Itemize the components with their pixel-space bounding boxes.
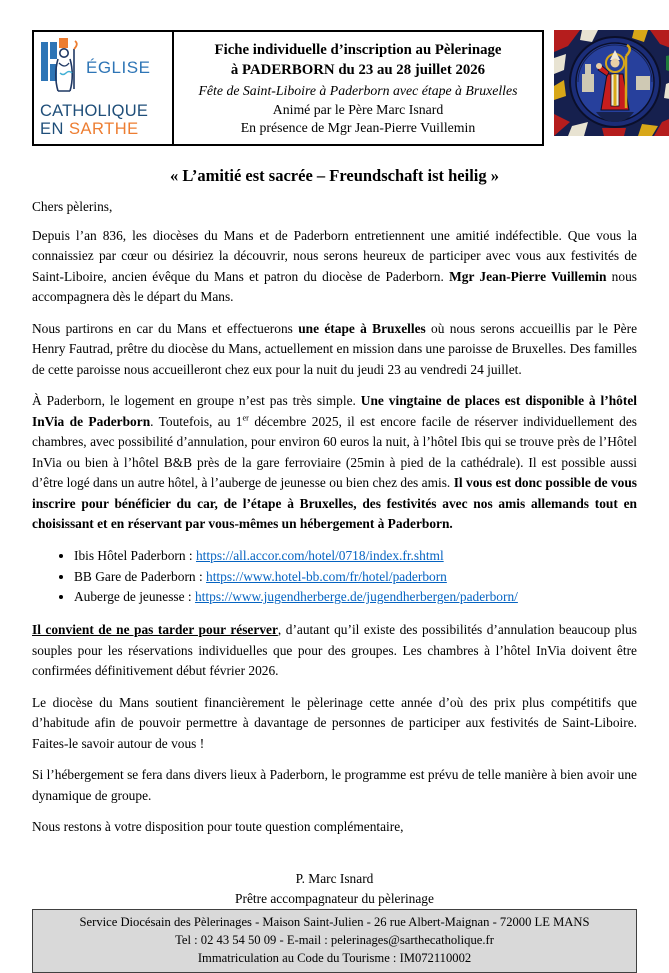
header-subtitle: Fête de Saint-Liboire à Paderborn avec étape à Bruxelles bbox=[198, 83, 518, 99]
hotel-link-ibis[interactable]: https://all.accor.com/hotel/0718/index.fr.shtml bbox=[195, 547, 444, 563]
footer-registration-line: Immatriculation au Code du Tourisme : IM072110002 bbox=[197, 950, 472, 965]
header-title-line2: à PADERBORN du 23 au 28 juillet 2026 bbox=[230, 61, 486, 78]
hotel-link-auberge[interactable]: https://www.jugendherberge.de/jugendherbergen/paderborn/ bbox=[194, 589, 518, 605]
footer-box bbox=[32, 909, 637, 973]
paragraph-bus-brussels: Nous partirons en car du Mans et effectuerons une étape à Bruxelles où nous serons accueillis par le Père Henry Fautrad, prêtre du diocèse du Mans, actuellement en mission dans une paroisse de Bruxelles. Des familles de cette paroisse nous accueilleront chez eux pour la nuit du jeudi 23 au vendredi 24 juillet. bbox=[32, 320, 638, 377]
paragraph-history: Depuis l’an 836, les diocèses du Mans et de Paderborn entretiennent une amitié indéfectible. Que vous la connaissiez par cœur ou désiriez la découvrir, nous serons heureux de participer avec vous aux festivités de Saint-Liboire, ancien évêque du Mans et patron du diocèse de Paderborn. Mgr Jean-Pierre Vuillemin nous accompagnera dès le départ du Mans. bbox=[32, 227, 637, 305]
paragraph-questions: Nous restons à votre disposition pour toute question complémentaire, bbox=[32, 819, 404, 835]
stained-glass-image bbox=[554, 30, 669, 146]
footer-address-line: Service Diocésain des Pèlerinages - Maison Saint-Julien - 26 rue Albert-Maignan - 72000 LE MANS bbox=[79, 914, 590, 929]
list-item bbox=[74, 546, 637, 567]
header-table bbox=[32, 30, 544, 146]
paragraph-lodging: À Paderborn, le logement en groupe n’est pas très simple. Une vingtaine de places est disponible à l’hôtel InVia de Paderborn. Toutefois, au 1er décembre 2025, il est encore facile de réserver individuellement des chambres, avec possibilité d’annulation, pour environ 60 euros la nuit, à l’hôtel Ibis qui se trouve près de l’Hôtel InVia ou bien à l’hôtel B&B près de la gare ferroviaire (25min à pied de la cathédrale). Il est possible aussi d’être logé dans un autre hôtel, à l’auberge de jeunesse ou bien chez des amis. Il vous est donc possible de vous inscrire pour bénéficier du car, de l’étape à Bruxelles, des festivités avec nos amis allemands tout en choisissant et en réservant par vous-mêmes un hébergement à Paderborn. bbox=[32, 393, 638, 532]
list-item bbox=[74, 567, 637, 588]
hotel-link-bb[interactable]: https://www.hotel-bb.com/fr/hotel/paderborn bbox=[206, 568, 447, 584]
paragraph-reserve-soon: Il convient de ne pas tarder pour réserver, d’autant qu’il existe des possibilités d’annulation beaucoup plus souples pour les réservations individuelles que pour des groupes. Les chambres à l’hôtel InVia doivent être confirmées définitivement début février 2026. bbox=[32, 622, 637, 679]
header-animator-line: Animé par le Père Marc Isnard bbox=[272, 101, 444, 117]
footer-contact-line: Tel : 02 43 54 50 09 - E-mail : pelerinages@sarthecatholique.fr bbox=[175, 932, 494, 947]
hotel-label: BB Gare de Paderborn : bbox=[74, 568, 207, 584]
signature-role: Prêtre accompagnateur du pèlerinage bbox=[235, 890, 434, 906]
salutation: Chers pèlerins, bbox=[32, 198, 113, 214]
logo-word-en-sarthe: EN SARTHE bbox=[40, 119, 139, 138]
diocese-logo-icon bbox=[40, 37, 84, 102]
signature-block bbox=[32, 869, 637, 909]
signature-name: P. Marc Isnard bbox=[295, 870, 374, 886]
hotel-label: Auberge de jeunesse : bbox=[74, 589, 195, 605]
header-title-block bbox=[174, 32, 542, 144]
paragraph-diocese-support: Le diocèse du Mans soutient financièrement le pèlerinage cette année d’où des prix plus compétitifs que d’habitude afin de pouvoir permettre à davantage de personnes de participer aux festivités de Saint-Liboire. Faites-le savoir autour de vous ! bbox=[32, 694, 637, 751]
hotel-label: Ibis Hôtel Paderborn : bbox=[74, 547, 196, 563]
logo-word-catholique: CATHOLIQUE bbox=[40, 101, 149, 120]
header-title-line1: Fiche individuelle d’inscription au Pèlerinage bbox=[214, 42, 502, 58]
document-header bbox=[32, 30, 637, 146]
logo-word-eglise: ÉGLISE bbox=[86, 58, 151, 77]
diocese-logo bbox=[34, 32, 174, 144]
paragraph-group-dynamic: Si l’hébergement se fera dans divers lieux à Paderborn, le programme est prévu de telle manière à bien avoir une dynamique de groupe. bbox=[32, 767, 637, 803]
hotel-links-list bbox=[32, 546, 637, 608]
list-item bbox=[74, 587, 637, 608]
quote-heading: « L’amitié est sacrée – Freundschaft ist heilig » bbox=[169, 165, 500, 185]
header-presence-line: En présence de Mgr Jean-Pierre Vuillemin bbox=[240, 120, 476, 136]
